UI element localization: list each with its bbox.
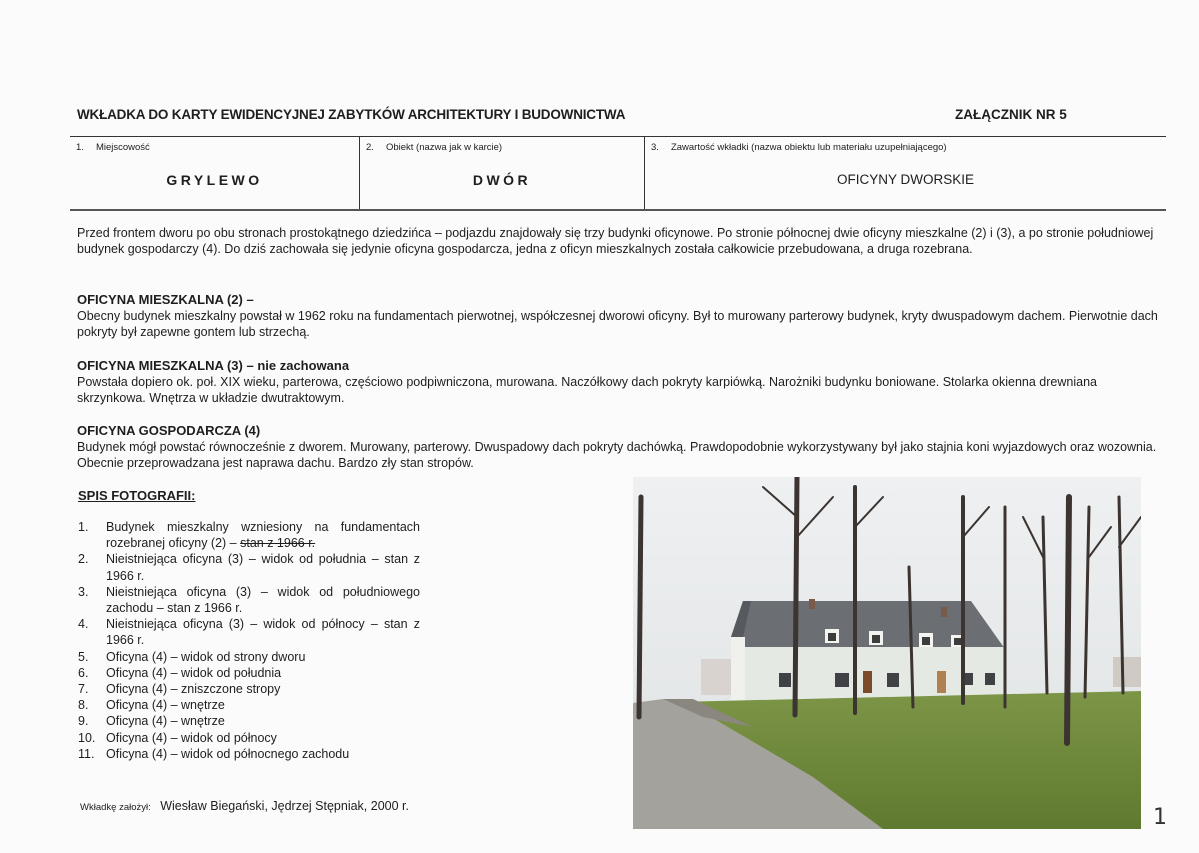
- list-item: 8. Oficyna (4) – wnętrze: [78, 698, 225, 713]
- author-footer: [80, 799, 409, 813]
- annex-number: ZAŁĄCZNIK NR 5: [955, 107, 1067, 122]
- section-oficyna-4: [77, 423, 1162, 471]
- list-item: 4. Nieistniejąca oficyna (3) – widok od północy – stan z 1966 r.: [78, 617, 420, 648]
- photo-list-heading: SPIS FOTOGRAFII:: [78, 488, 196, 503]
- list-item: 9. Oficyna (4) – wnętrze: [78, 714, 225, 729]
- field-locality: [70, 137, 359, 209]
- author-names: Wiesław Biegański, Jędrzej Stępniak, 2000 r.: [160, 799, 409, 813]
- outbuilding-photo: [633, 477, 1141, 829]
- section-title: OFICYNA MIESZKALNA (3) – nie zachowana: [77, 358, 350, 373]
- list-item: 6. Oficyna (4) – widok od południa: [78, 665, 282, 680]
- field-label: 1. Miejscowość: [76, 142, 150, 153]
- section-title: OFICYNA GOSPODARCZA (4): [77, 423, 261, 438]
- document-title: WKŁADKA DO KARTY EWIDENCYJNEJ ZABYTKÓW ARCHITEKTURY I BUDOWNICTWA: [77, 107, 626, 122]
- field-label: 3. Zawartość wkładki (nazwa obiektu lub materiału uzupełniającego): [651, 142, 947, 153]
- section-title: OFICYNA MIESZKALNA (2) –: [77, 292, 254, 307]
- object-value: DWÓR: [472, 172, 532, 188]
- record-fields-table: [70, 136, 1166, 211]
- photo-list: [78, 519, 420, 762]
- list-item: 10. Oficyna (4) – widok od północy: [78, 730, 277, 745]
- list-item: 11. Oficyna (4) – widok od północnego zachodu: [78, 746, 350, 761]
- list-item: 7. Oficyna (4) – zniszczone stropy: [78, 682, 281, 697]
- list-item: 3. Nieistniejąca oficyna (3) – widok od południowego zachodu – stan z 1966 r.: [78, 584, 420, 616]
- page-number: 1: [1153, 805, 1167, 830]
- section-text: Powstała dopiero ok. poł. XIX wieku, parterowa, częściowo podpiwniczona, murowana. Naczółkowy dach pokryty karpiówką. Narożniki budynku boniowane. Stolarka okienna drewniana skrzynkowa. Wnętrza w układzie dwutraktowym.: [77, 375, 1097, 405]
- locality-value: GRYLEWO: [166, 172, 263, 188]
- list-item: 1. Budynek mieszkalny wzniesiony na fundamentach rozebranej oficyny (2) – stan z 1966 r.: [78, 520, 420, 551]
- list-item: 2. Nieistniejąca oficyna (3) – widok od południa – stan z 1966 r.: [78, 552, 420, 583]
- field-contents: [644, 137, 1166, 209]
- contents-value: OFICYNY DWORSKIE: [836, 172, 975, 187]
- list-item: 5. Oficyna (4) – widok od strony dworu: [78, 649, 306, 664]
- struck-text: stan z 1966 r.: [240, 536, 316, 551]
- field-label: 2. Obiekt (nazwa jak w karcie): [366, 142, 503, 153]
- intro-paragraph: Przed frontem dworu po obu stronach prostokątnego dziedzińca – podjazdu znajdowały się trzy budynki oficynowe. Po stronie północnej dwie oficyny mieszkalne (2) i (3), a po stronie południowej budynek gospodarczy (4). Do dziś zachowała się jedynie oficyna gospodarcza, jedna z oficyn mieszkalnych została całkowicie przebudowana, a druga rozebrana.: [77, 226, 1154, 256]
- section-text: Obecny budynek mieszkalny powstał w 1962 roku na fundamentach pierwotnej, współczesnej dworowi oficyny. Był to murowany parterowy budynek, kryty dwuspadowym dachem. Pierwotnie dach pokryty był zapewne gontem lub strzechą.: [77, 309, 1158, 339]
- section-oficyna-2: [77, 292, 1162, 340]
- field-object: [359, 137, 644, 209]
- section-oficyna-3: [77, 358, 1162, 406]
- section-text: Budynek mógł powstać równocześnie z dworem. Murowany, parterowy. Dwuspadowy dach pokryty dachówką. Prawdopodobnie wykorzystywany był jako stajnia koni wyjazdowych oraz wozownia. Obecnie przeprowadzana jest naprawa dachu. Bardzo zły stan stropów.: [77, 440, 1157, 470]
- author-label: Wkładkę założył:: [80, 802, 151, 813]
